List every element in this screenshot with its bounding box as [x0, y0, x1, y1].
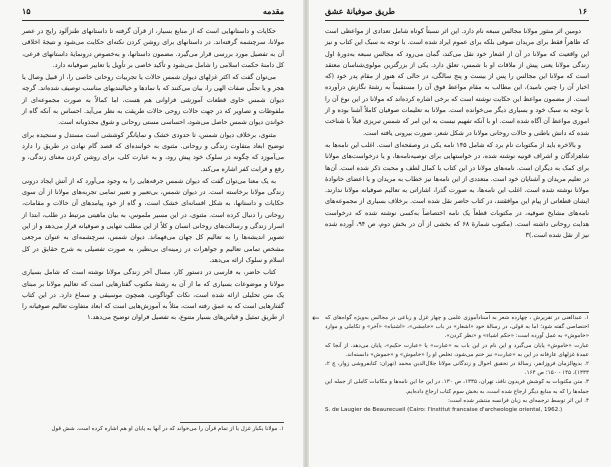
header-rule [325, 20, 589, 21]
paragraph: کتاب حاضر، به فارسی در دستور کار، مسال آخر زندگی مولانا نوشته است که شامل بسیاری مولانا و موضوعات بسیاری که ما از آن به رشتهٔ مکتوب گفتارهایی است که تعالیم مولانا بر مبنای یک متن تحلیلی ارائه شده است، نکات گوناگونی، همچون موسیقی و سماع دارد. در این کتاب گفتارهایی است که به عمق رفته است، مثلاً به آموزش‌هایی است که ابعاد متفاوت تعالیم صوفیانه را از طریق تمثیل و قیاس‌های بسیار متنوع، به تفصیل فراوان توضیح می‌دهد.۱ [22, 268, 284, 322]
footnote-rule [180, 422, 284, 423]
left-page-header [22, 6, 284, 20]
footnote-rule [485, 312, 589, 313]
right-page-body [325, 26, 589, 243]
footnote: ۲. بدیع‌الزمان فروزانفر، رسالهٔ در تحقیق احوال و زندگانی مولانا جلال‌الدین محمد (تهران: کتابفروشی زوار، چ ۲، ۱۳۳۳)، ۱۴۵ - ۱۵۰؛ ص ۱۶۴. [325, 361, 589, 377]
paragraph: مثنوی، برخلاف دیوان شمس، تا حدودی خشک و نمایانگر کوششی است مستدل و سنجیده برای توضیح ابعاد متفاوت زندگی و روحانی. مثنوی به خواننده‌ای که قصد گام نهادن در طریق را دارد می‌آموزد که چگونه در سلوک خود پیش رود، و به عبارت کلی، برای روشن کردن معنای زندگی، و رفع و قرابت کفر اشاره می‌کند. [22, 130, 284, 173]
page-number: ۱۶ [578, 6, 587, 16]
page-number: ۱۵ [22, 6, 31, 16]
footnote: عبارت «خاموش» پایان می‌گیرد و این نام در این باب به «عبارت» یا «عبارت حکیم»، پایان می‌دهد. از آنجا که عمدهٔ غزلهای عارفانه در این به «عبارت» نیز ختم می‌شود، تخلص او را «خاموش» و «خموش» دانسته‌اند. [325, 342, 589, 358]
footnote-latin-citation: S. de Laugier de Beaurecueil (Cairo: l'institut francaise d'archeologie oriental, 1962.) [325, 407, 563, 414]
left-page-body [22, 26, 284, 325]
header-rule [22, 20, 284, 21]
continuation-arrow-icon: ← [312, 314, 320, 324]
footnote: ۳. متن مکتوبات به کوشش فریدون نافذ، تهران، ۱۳۳۵، ص ۱۳۰. در این جا این نامه‌ها و مکاتبات کاملی از جمله این جمله‌ها را که به منابع دیگر ارجاع شده است، به بخش سوم کتاب ارجاع داده‌ایم. [325, 379, 590, 395]
left-page [0, 0, 303, 467]
paragraph: دومین اثر منثور مولانا مجالس سبعه نام دارد. این اثر نسبتاً کوتاه شامل تعدادی از مواعظی است که ظاهراً فقط برای مریدان صوفی بلکه برای عموم ایراد شده است. با توجه به سبک این کتاب و نیز این واقعیت که مولانا در آن از اشعار خود نقل می‌کند، گمان می‌رود که مجالس سبعه به‌دورهٔ اول زندگی مولانا یعنی پیش از ملاقات او با شمس، تعلق دارد. یکی از بزرگترین مولوی‌شناسان معتقد است که مولانا این مجالس را پس از بیست و پنج سالگی، در حالی که هنوز از مقام پدر خود (که اخبار آن را چنین نامید)، این مطالب به مقام مواعظ فوق آن را مستقیماً به رشتهٔ نگارش درآورده است. از مضمون مواعظ این حکایت نوشته است که برخی اشاره کرده‌اند که مولانا در این نوع آن را با توجه به سبک خود و بسیاری دیگر می‌خوانده است. مولانا به تعلیمات صوفیان کاملاً آشنا بوده و از اموری مواعظ آن آگاه شده است. او با آنکه تفهیم نیست به این امر که شمس تبریزی قبلاً با شناخت شده که دانش باطنی و حالات روحانی مولانا در شکل شعر، صورت بیرونی یافته است. [325, 27, 589, 137]
left-footnotes [22, 425, 284, 434]
right-page [309, 0, 611, 467]
footnote: ۱. عبدالغنی در تقریرش ، چهارده شعر به اسنادآموزی علمی و چهار غزل و رباعی در مجالس به‌ویژه گواه‌های که اختصاصی گفته شود؛ اما به قولی، در رسالهٔ خود «اشعار» در باب «خامشی»، «اشتباه» «آخر» و تکاملی و موارد «خاموش» به عمل آورده است: «حکم اشیاء» و «نظر کردن». [325, 315, 589, 340]
right-page-header [325, 6, 587, 20]
footnote: ۱. مولانا یکبار غزل یا از تمام قرآن را می‌خواند که در آنها به پایان او هم اشاره کرده است. شش قول [51, 426, 284, 432]
paragraph: به یک معنا می‌توان گفت که دیوان شمس جرقه‌هایی را به وجود می‌آورد که از آتش ایجاد درونی زندگی مولانا برخاسته است. در دیوان شمس، بی‌تعبیر و تعبیر تمامی تجربه‌های مولانا از آن سوی حکایات و داستانها، به شکل افسانه‌ای خشک است، و گاه از خود پیامدهای آن حالات و مقامات، روحانی را دنبال کرده است. مثنوی، در این مسیر ملموس، به بیان ماهیتی مرتبط در طلب، ابتدا از اسرار زندگی و رسالت‌های روحانی انسان و کلاً از این مطلب تنهایی و صوفیانه قرار می‌دهد و از این تصویر اندیشه‌ها را به تعالیم کل جهان می‌فهماند. دیوان شمس، سرچشمه‌ای به عنوان مرجعی مشخص تمامی تعالیم و جواهرات در زمینه‌ای بی‌نظیر، به صورت تفصیلی به شرح حقایق در کل اسلام و سلوک ارائه می‌دهد. [22, 176, 284, 264]
running-head: طریق صوفیانهٔ عشق [325, 6, 395, 16]
paragraph: می‌توان گفت که اکثر غزلهای دیوان شمس حالات یا تجربیات روحانی خاصی را، از قبیل وصال یا هجر و یا تجلّی صفات الهی را، بیان می‌کنند که با نمادها و خیالبندیهای مناسب توصیف شده‌اند. گرچه دیوان شمس حاوی قطعات آموزشی فراوانی هم هست، اما کمالاً به صورت مجموعه‌ای از ملفوظات و تصاویر که در جهت حالات روحی حالات طریقت به نظر می‌آید. احساس به آنکه گاه از خواندن دیوان شمس حاصل می‌شود، احساسی مستی روحانی و شوق مجذوبانه است. [22, 73, 284, 127]
footnote: ۴. این اثر توسط ترجمه‌ای به زبان فرانسه منتشر شده است: [448, 397, 589, 404]
right-footnotes [325, 314, 589, 415]
paragraph: و بالاخره باید از مکتوبات نام برد که شامل ۱۴۵ نامه یکی در وصفحه‌ای است. اغلب این نامه‌ها به شاهزادگان و اشراف قونیه نوشته شده، در خواستهایی برای توصیه‌نامه‌ها، و یا درخواست‌های مولانا برای کمک به دیگران است. نامه‌های مولانا در این کتاب با کمال لطف و محبت ذکر شده است. آن‌ها در تعلیم مریدان و آشنایان خود است. متعددی از این نامه‌ها نیز خطاب به مریدان و یا اعضای خانوادهٔ مولانا نوشته شده است. اغلب این نامه‌ها، به صورت گذرا، اشاراتی به تعالیم صوفیانه مولانا ندارند. ایشان قطعاتی از پیام این موافقتند، در کتاب حاضر نقل شده است. برخلاف بسیاری از مجموعه‌های نامه‌های مشایخ صوفیه، در مکتوبات قطعاً یک نامه اختصاصاً به‌کسی نوشته شده که درخواست هدایت روحانی داشته است. (مکتوب شمارهٔ ۶۸ که بخشی از آن در بخش دوم، ص ۹۴، آورده شده نیز از نقل شده است.)۳ [325, 140, 589, 240]
running-head: مقدمه [262, 6, 284, 16]
paragraph: حکایات و داستانهایی است که از منابع بسیار، از قرآن گرفته تا داستانهای طنزآلود رایج در عصر مولانا، سرچشمه گرفته‌اند. در داستانهای برای روشن کردن نکته‌ای حکایت می‌شود و نتیجهٔ اخلاقی آن به تفصیل مورد بررسی قرار می‌گیرد. مضمون داستانها، و به‌خصوص درونمایهٔ داستانهای فرعی، کل دامنهٔ حکمت اسلامی را شامل می‌شود و تأکید خاصی بر تأویل یا تعابیر صوفیانه دارد. [22, 27, 284, 69]
